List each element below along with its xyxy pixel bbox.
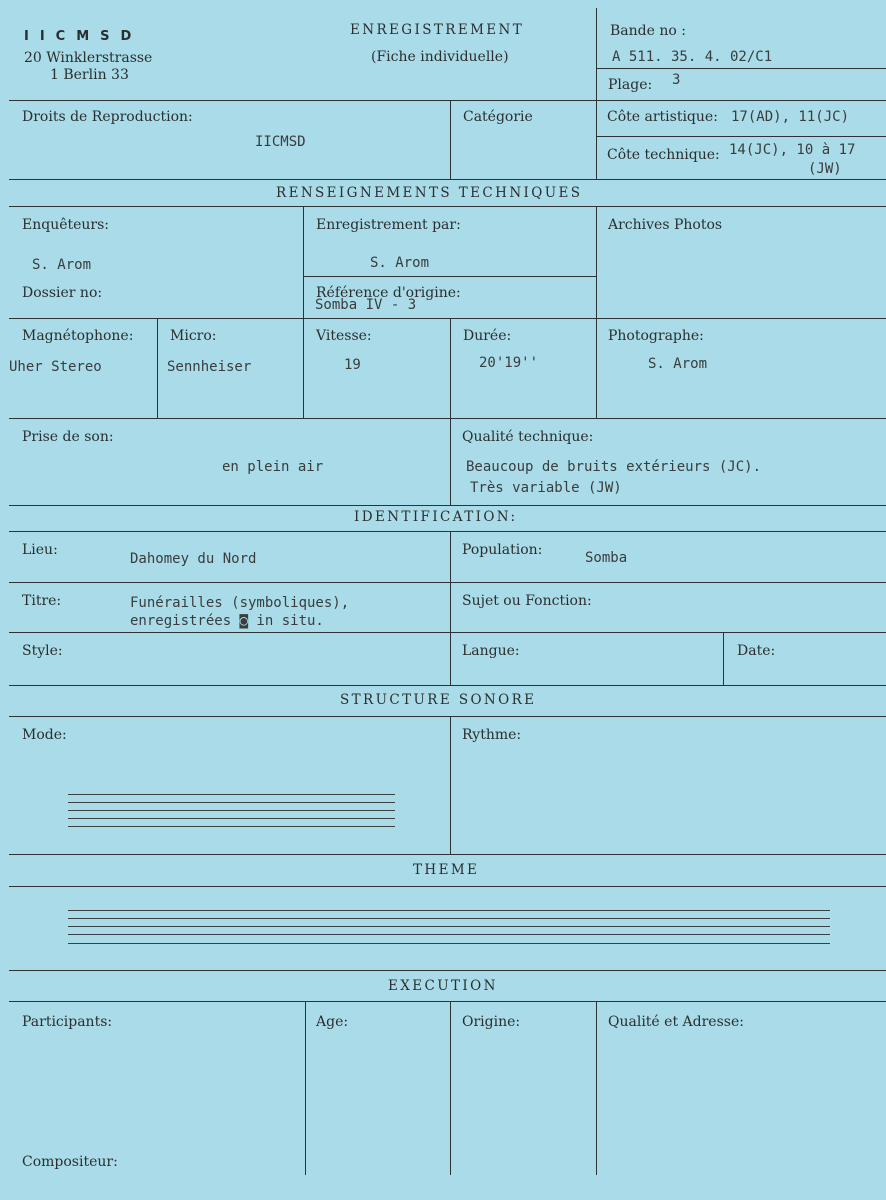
duree-label: Durée:	[463, 328, 512, 344]
plage-value: 3	[672, 72, 681, 88]
qualite-technique-value-2: Très variable (JW)	[470, 480, 622, 496]
rule	[450, 716, 451, 854]
rule	[450, 418, 451, 505]
rule	[157, 318, 158, 418]
address-line-2: 1 Berlin 33	[50, 67, 129, 83]
vitesse-label: Vitesse:	[316, 328, 372, 344]
rule	[450, 318, 451, 418]
qualite-technique-value: Beaucoup de bruits extérieurs (JC).	[466, 459, 762, 475]
rule	[9, 1001, 886, 1002]
enqueteurs-value: S. Arom	[32, 257, 92, 273]
reference-value: Somba IV - 3	[315, 297, 417, 313]
rule	[9, 100, 886, 101]
enregistrement-par-label: Enregistrement par:	[316, 217, 461, 233]
photographe-value: S. Arom	[648, 356, 708, 372]
section-title-identification: IDENTIFICATION:	[354, 509, 518, 525]
enregistrement-par-value: S. Arom	[370, 255, 430, 271]
duree-value: 20'19''	[479, 355, 539, 371]
micro-label: Micro:	[170, 328, 217, 344]
date-label: Date:	[737, 643, 776, 659]
rule	[305, 1001, 306, 1175]
titre-value-2: enregistrées ◙ in situ.	[130, 613, 324, 629]
section-title-technique: RENSEIGNEMENTS TECHNIQUES	[276, 185, 583, 201]
cote-artistique-label: Côte artistique:	[607, 109, 718, 125]
rule	[9, 886, 886, 887]
dossier-label: Dossier no:	[22, 285, 103, 301]
section-title-execution: EXECUTION	[388, 978, 498, 994]
age-label: Age:	[316, 1014, 349, 1030]
vitesse-value: 19	[344, 357, 361, 373]
lieu-label: Lieu:	[22, 542, 58, 558]
magnetophone-value: Uher Stereo	[9, 359, 102, 375]
cote-technique-value: 14(JC), 10 à 17	[729, 142, 856, 158]
rule	[597, 68, 886, 69]
photographe-label: Photographe:	[608, 328, 704, 344]
section-title-theme: THEME	[413, 862, 480, 878]
enqueteurs-label: Enquêteurs:	[22, 217, 110, 233]
rule	[450, 1001, 451, 1175]
cote-technique-value-2: (JW)	[808, 161, 842, 177]
rule	[9, 582, 886, 583]
langue-label: Langue:	[462, 643, 520, 659]
cote-technique-label: Côte technique:	[607, 147, 720, 163]
bande-value: A 511. 35. 4. 02/C1	[612, 49, 773, 65]
rule	[596, 8, 597, 179]
section-title-structure: STRUCTURE SONORE	[340, 692, 537, 708]
compositeur-label: Compositeur:	[22, 1154, 118, 1170]
address-line-1: 20 Winklerstrasse	[24, 50, 153, 66]
lieu-value: Dahomey du Nord	[130, 551, 257, 567]
rule	[9, 685, 886, 686]
population-value: Somba	[585, 550, 628, 566]
titre-label: Titre:	[22, 593, 62, 609]
form-subtitle: (Fiche individuelle)	[371, 49, 509, 65]
style-label: Style:	[22, 643, 63, 659]
rule	[723, 632, 724, 685]
rule	[9, 716, 886, 717]
rule	[9, 970, 886, 971]
droits-value: IICMSD	[255, 134, 306, 150]
rule	[9, 179, 886, 180]
population-label: Population:	[462, 542, 543, 558]
rule	[9, 418, 886, 419]
magnetophone-label: Magnétophone:	[22, 328, 134, 344]
rule	[9, 531, 886, 532]
reference-label: Référence d'origine:	[316, 285, 461, 301]
rule	[9, 632, 886, 633]
titre-value: Funérailles (symboliques),	[130, 595, 350, 611]
cote-artistique-value: 17(AD), 11(JC)	[731, 109, 850, 125]
micro-value: Sennheiser	[167, 359, 252, 375]
rule	[9, 854, 886, 855]
rule	[9, 206, 886, 207]
prise-de-son-value: en plein air	[222, 459, 324, 475]
rule	[9, 505, 886, 506]
rule	[596, 206, 597, 418]
rule	[596, 1001, 597, 1175]
rule	[450, 100, 451, 179]
rule	[303, 276, 596, 277]
rythme-label: Rythme:	[462, 727, 522, 743]
bande-label: Bande no :	[610, 23, 686, 39]
org-logo: IICMSD	[24, 29, 143, 44]
rule	[450, 531, 451, 685]
sujet-fonction-label: Sujet ou Fonction:	[462, 593, 592, 609]
plage-label: Plage:	[608, 77, 653, 93]
qualite-adresse-label: Qualité et Adresse:	[608, 1014, 744, 1030]
qualite-technique-label: Qualité technique:	[462, 429, 594, 445]
droits-label: Droits de Reproduction:	[22, 109, 193, 125]
origine-label: Origine:	[462, 1014, 521, 1030]
mode-label: Mode:	[22, 727, 67, 743]
rule	[9, 318, 886, 319]
form-title: ENREGISTREMENT	[350, 22, 525, 38]
prise-de-son-label: Prise de son:	[22, 429, 114, 445]
rule	[597, 136, 886, 137]
categorie-label: Catégorie	[463, 109, 533, 125]
rule	[303, 206, 304, 418]
participants-label: Participants:	[22, 1014, 113, 1030]
archives-photos-label: Archives Photos	[608, 217, 723, 233]
